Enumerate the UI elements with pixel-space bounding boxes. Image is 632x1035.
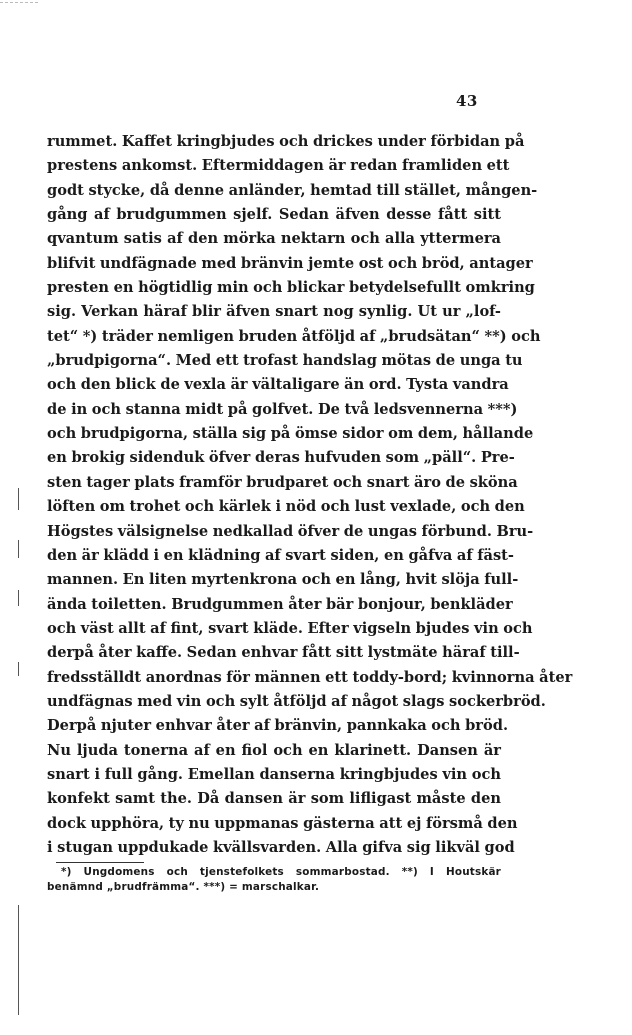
scan-edge-mark: [0, 2, 38, 3]
text-line: gång af brudgummen sjelf. Sedan äfven desse fått sitt: [47, 206, 501, 224]
text-line: och väst allt af fint, svart kläde. Efter vigseln bjudes vin och: [47, 619, 533, 637]
text-line: Högstes välsignelse nedkallad öfver de ungas förbund. Bru-: [47, 522, 534, 540]
text-line: snart i full gång. Emellan danserna kringbjudes vin och: [47, 765, 501, 783]
body-text: [47, 130, 573, 860]
page-number: 43: [456, 92, 478, 110]
text-line: löften om trohet och kärlek i nöd och lust vexlade, och den: [47, 498, 525, 516]
text-line: presten en högtidlig min och blickar betydelsefullt omkring: [47, 279, 535, 297]
text-line: undfägnas med vin och sylt åtföljd af något slags sockerbröd.: [47, 692, 546, 710]
footnote-line: benämnd „brudfrämma“. ***) = marschalkar.: [47, 881, 320, 893]
margin-mark: [18, 905, 19, 1015]
text-line: godt stycke, då denne anländer, hemtad till stället, mången-: [47, 181, 538, 199]
text-line: derpå åter kaffe. Sedan enhvar fått sitt lystmäte häraf till-: [47, 644, 520, 662]
text-line: sig. Verkan häraf blir äfven snart nog synlig. Ut ur „lof-: [47, 303, 501, 321]
text-line: fredsställdt anordnas för männen ett toddy-bord; kvinnorna åter: [47, 668, 573, 686]
footnote-rule: [56, 862, 144, 863]
margin-mark: [18, 662, 19, 676]
text-line: mannen. En liten myrtenkrona och en lång, hvit slöja full-: [47, 571, 519, 589]
text-line: en brokig sidenduk öfver deras hufvuden som „päll“. Pre-: [47, 449, 515, 467]
footnote-line: *) Ungdomens och tjenstefolkets sommarbostad. **) I Houtskär: [61, 866, 501, 878]
text-line: sten tager plats framför brudparet och snart äro de sköna: [47, 473, 518, 491]
text-line: konfekt samt the. Då dansen är som lifligast måste den: [47, 790, 501, 808]
text-line: blifvit undfägnade med bränvin jemte ost och bröd, antager: [47, 254, 533, 272]
text-line: qvantum satis af den mörka nektarn och alla yttermera: [47, 230, 501, 248]
text-line: och brudpigorna, ställa sig på ömse sidor om dem, hållande: [47, 425, 534, 443]
text-line: den är klädd i en klädning af svart siden, en gåfva af fäst-: [47, 546, 514, 564]
text-line: rummet. Kaffet kringbjudes och drickes under förbidan på: [47, 133, 525, 150]
text-line: prestens ankomst. Eftermiddagen är redan framliden ett: [47, 157, 510, 175]
text-line: de in och stanna midt på golfvet. De två ledsvennerna ***): [47, 400, 518, 418]
margin-mark: [18, 540, 19, 558]
margin-mark: [18, 488, 19, 510]
text-line: ända toiletten. Brudgummen åter bär bonjour, benkläder: [47, 595, 513, 613]
footnotes: [47, 865, 501, 895]
text-line: tet“ *) träder nemligen bruden åtföljd af „brudsätan“ **) och: [47, 327, 541, 345]
text-line: Derpå njuter enhvar åter af bränvin, pannkaka och bröd.: [47, 717, 509, 735]
text-line: och den blick de vexla är vältaligare än ord. Tysta vandra: [47, 376, 509, 394]
margin-mark: [18, 590, 19, 606]
text-line: dock upphöra, ty nu uppmanas gästerna att ej försmå den: [47, 814, 518, 832]
text-line: Nu ljuda tonerna af en fiol och en klarinett. Dansen är: [47, 741, 501, 759]
text-line: „brudpigorna“. Med ett trofast handslag mötas de unga tu: [47, 352, 523, 370]
text-line: i stugan uppdukade kvällsvarden. Alla gifva sig likväl god: [47, 838, 515, 856]
